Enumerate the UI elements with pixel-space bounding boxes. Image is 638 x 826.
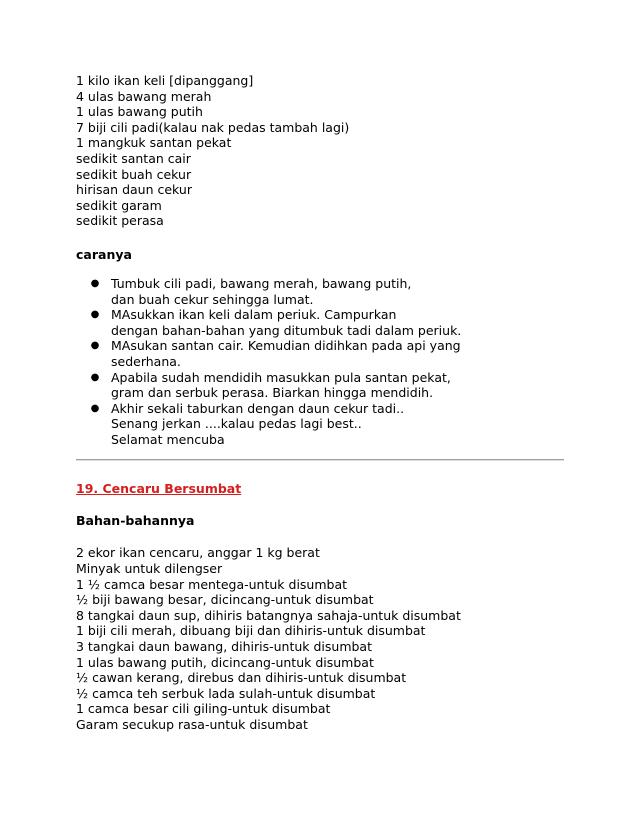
ingredient-list — [76, 73, 564, 229]
ingredient-list-2 — [76, 545, 564, 732]
step-line: sederhana. — [111, 353, 181, 369]
ingredient-line: 1 kilo ikan keli [dipanggang] — [76, 73, 254, 88]
step-line: MAsukan santan cair. Kemudian didihkan pada api yang — [111, 338, 461, 354]
ingredient-line: 1 ulas bawang putih — [76, 104, 203, 120]
step-line: gram dan serbuk perasa. Biarkan hingga mendidih. — [111, 385, 434, 401]
ingredient-line: 1 biji cili merah, dibuang biji dan dihiris-untuk disumbat — [76, 623, 426, 639]
bullet-icon: ● — [90, 340, 100, 352]
ingredient-line: sedikit buah cekur — [76, 166, 192, 182]
ingredient-line: 1 ulas bawang putih, dicincang-untuk disumbat — [76, 654, 374, 670]
ingredient-line: hirisan daun cekur — [76, 182, 192, 198]
section-divider — [76, 459, 564, 461]
step-line: Tumbuk cili padi, bawang merah, bawang putih, — [111, 275, 412, 291]
method-step — [90, 400, 564, 448]
ingredient-line: ½ camca teh serbuk lada sulah-untuk disumbat — [76, 685, 376, 701]
ingredient-line: 3 tangkai daun bawang, dihiris-untuk disumbat — [76, 639, 372, 655]
step-line: MAsukkan ikan keli dalam periuk. Campurkan — [111, 307, 397, 323]
ingredients-heading: Bahan-bahannya — [76, 513, 195, 529]
method-step — [90, 338, 564, 369]
ingredient-line: 1 mangkuk santan pekat — [76, 135, 232, 151]
ingredient-line: sedikit garam — [76, 197, 162, 213]
ingredient-line: Minyak untuk dilengser — [76, 561, 223, 577]
method-step — [90, 369, 564, 401]
ingredient-line: 4 ulas bawang merah — [76, 88, 212, 104]
ingredient-line: 1 ½ camca besar mentega-untuk disumbat — [76, 576, 348, 592]
step-line: Akhir sekali taburkan dengan daun cekur tadi.. — [111, 400, 405, 416]
bullet-icon: ● — [90, 277, 100, 289]
ingredient-line: sedikit santan cair — [76, 150, 191, 166]
document-page — [76, 73, 564, 733]
ingredient-line: 8 tangkai daun sup, dihiris batangnya sahaja-untuk disumbat — [76, 607, 461, 623]
method-step — [90, 275, 564, 307]
ingredient-line: ½ biji bawang besar, dicincang-untuk disumbat — [76, 592, 374, 608]
ingredient-line: Garam secukup rasa-untuk disumbat — [76, 717, 308, 732]
section-title-link[interactable]: 19. Cencaru Bersumbat — [76, 481, 242, 497]
ingredient-line: 7 biji cili padi(kalau nak pedas tambah lagi) — [76, 119, 350, 135]
method-steps-list — [76, 276, 564, 448]
bullet-icon: ● — [90, 371, 100, 383]
ingredient-line: 2 ekor ikan cencaru, anggar 1 kg berat — [76, 545, 320, 561]
bullet-icon: ● — [90, 402, 100, 414]
method-heading: caranya — [76, 246, 132, 262]
step-line: Senang jerkan ....kalau pedas lagi best.. — [111, 416, 362, 432]
method-step — [90, 307, 564, 338]
ingredient-line: sedikit perasa — [76, 213, 164, 229]
step-line: Selamat mencuba — [111, 431, 225, 447]
bullet-icon: ● — [90, 309, 100, 321]
step-line: Apabila sudah mendidih masukkan pula santan pekat, — [111, 369, 451, 385]
ingredient-line: ½ cawan kerang, direbus dan dihiris-untuk disumbat — [76, 670, 407, 686]
step-line: dengan bahan-bahan yang ditumbuk tadi dalam periuk. — [111, 322, 462, 338]
ingredient-line: 1 camca besar cili giling-untuk disumbat — [76, 701, 331, 717]
step-line: dan buah cekur sehingga lumat. — [111, 291, 314, 307]
